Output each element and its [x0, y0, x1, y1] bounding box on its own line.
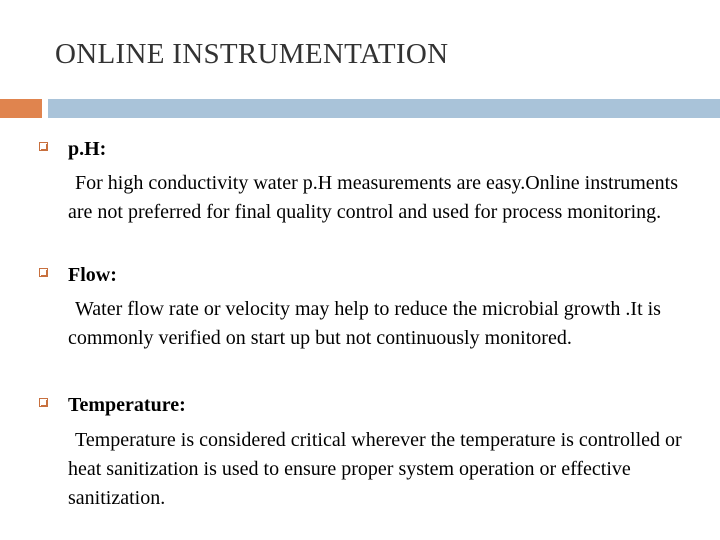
square-bullet-icon	[39, 398, 48, 407]
page-title: ONLINE INSTRUMENTATION	[55, 38, 449, 70]
bullet-text-temperature: Temperature is considered critical wherever the temperature is controlled or heat sanitization is used to ensure proper system operation or effective sanitization.	[68, 429, 682, 509]
bullet-text-ph: For high conductivity water p.H measurements are easy.Online instruments are not preferred for final quality control and used for process monitoring.	[68, 172, 678, 223]
bullet-text-flow: Water flow rate or velocity may help to reduce the microbial growth .It is commonly verified on start up but not continuously monitored.	[68, 298, 661, 349]
square-bullet-icon	[39, 142, 48, 151]
bullet-heading-ph: p.H:	[68, 138, 107, 160]
square-bullet-icon	[39, 268, 48, 277]
bullet-heading-temperature: Temperature:	[68, 394, 186, 416]
bullet-heading-flow: Flow:	[68, 264, 117, 286]
